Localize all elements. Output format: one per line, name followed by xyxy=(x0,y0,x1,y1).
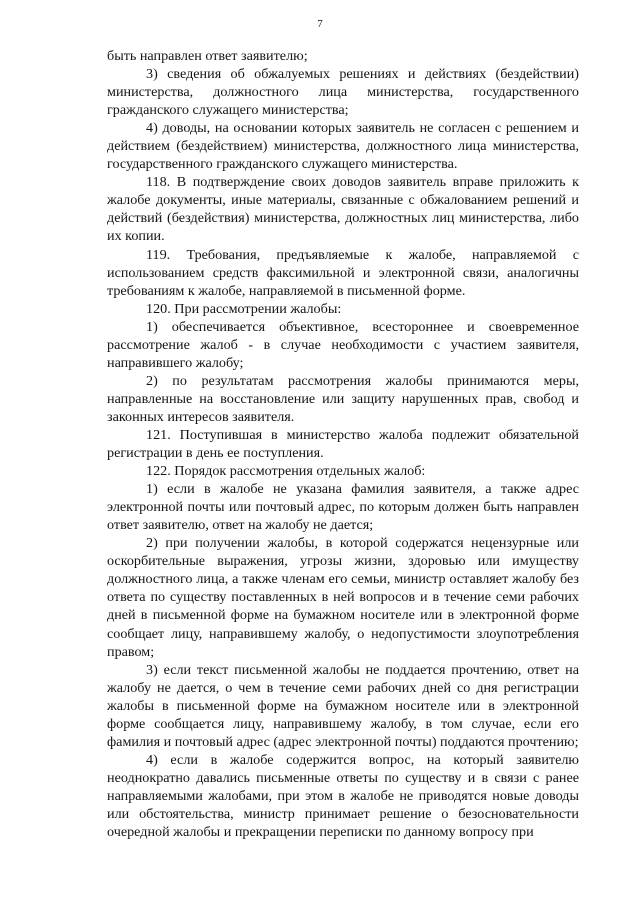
paragraph-118: 118. В подтверждение своих доводов заявитель вправе приложить к жалобе документы, иные материалы, связанные с обжалованием решений и действий (бездействия) министерства, должностных лиц министерства, либо их копии. xyxy=(107,174,579,245)
paragraph-122-item-3: 3) если текст письменной жалобы не поддается прочтению, ответ на жалобу не дается, о чем в течение семи рабочих дней со дня регистрации жалобы в письменной форме на бумажном носителе или в электронной форме сообщается лицу, направившему жалобу, в том случае, если его фамилия и почтовый адрес (адрес электронной почты) поддаются прочтению; xyxy=(107,661,579,750)
paragraph-122-item-4: 4) если в жалобе содержится вопрос, на который заявителю неоднократно давались письменные ответы по существу и в связи с ранее направляемыми жалобами, при этом в жалобе не приводятся новые доводы или обстоятельства, министр принимает решение о безосновательности очередной жалобы и прекращении переписки по данному вопросу при xyxy=(107,751,579,841)
paragraph-122-item-1: 1) если в жалобе не указана фамилия заявителя, а также адрес электронной почты или почтовый адрес, по которым должен быть направлен ответ заявителю, ответ на жалобу не дается; xyxy=(107,481,579,534)
paragraph-item-4-arguments: 4) доводы, на основании которых заявитель не согласен с решением и действием (бездействием) министерства, должностного лица министерства, государственного гражданского служащего министерства. xyxy=(107,120,579,173)
paragraph-122-item-2: 2) при получении жалобы, в которой содержатся нецензурные или оскорбительные выражения, угрозы жизни, здоровью или имуществу должностного лица, а также членам его семьи, министр оставляет жалобу без ответа по существу поставленных в ней вопросов и в течение семи рабочих дней в письменной форме на бумажном носителе или в электронной форме сообщает лицу, направившему жалобу, о недопустимости злоупотребления правом; xyxy=(107,535,579,660)
paragraph-continuation: быть направлен ответ заявителю; xyxy=(107,48,308,64)
paragraph-122: 122. Порядок рассмотрения отдельных жалоб: xyxy=(146,463,426,480)
paragraph-119: 119. Требования, предъявляемые к жалобе, направляемой с использованием средств факсимильной и электронной связи, аналогичны требованиям к жалобе, направляемой в письменной форме. xyxy=(107,246,579,299)
paragraph-120-item-2: 2) по результатам рассмотрения жалобы принимаются меры, направленные на восстановление или защиту нарушенных прав, свобод и законных интересов заявителя. xyxy=(107,372,579,425)
page-number: 7 xyxy=(317,18,323,30)
paragraph-120-item-1: 1) обеспечивается объективное, всестороннее и своевременное рассмотрение жалоб - в случае необходимости с участием заявителя, направившего жалобу; xyxy=(107,318,579,371)
document-body xyxy=(107,47,579,841)
paragraph-120: 120. При рассмотрении жалобы: xyxy=(146,300,342,317)
paragraph-item-3-subject: 3) сведения об обжалуемых решениях и действиях (бездействии) министерства, должностного лица министерства, государственного гражданского служащего министерства; xyxy=(107,66,579,119)
paragraph-121: 121. Поступившая в министерство жалоба подлежит обязательной регистрации в день ее поступления. xyxy=(107,426,579,462)
